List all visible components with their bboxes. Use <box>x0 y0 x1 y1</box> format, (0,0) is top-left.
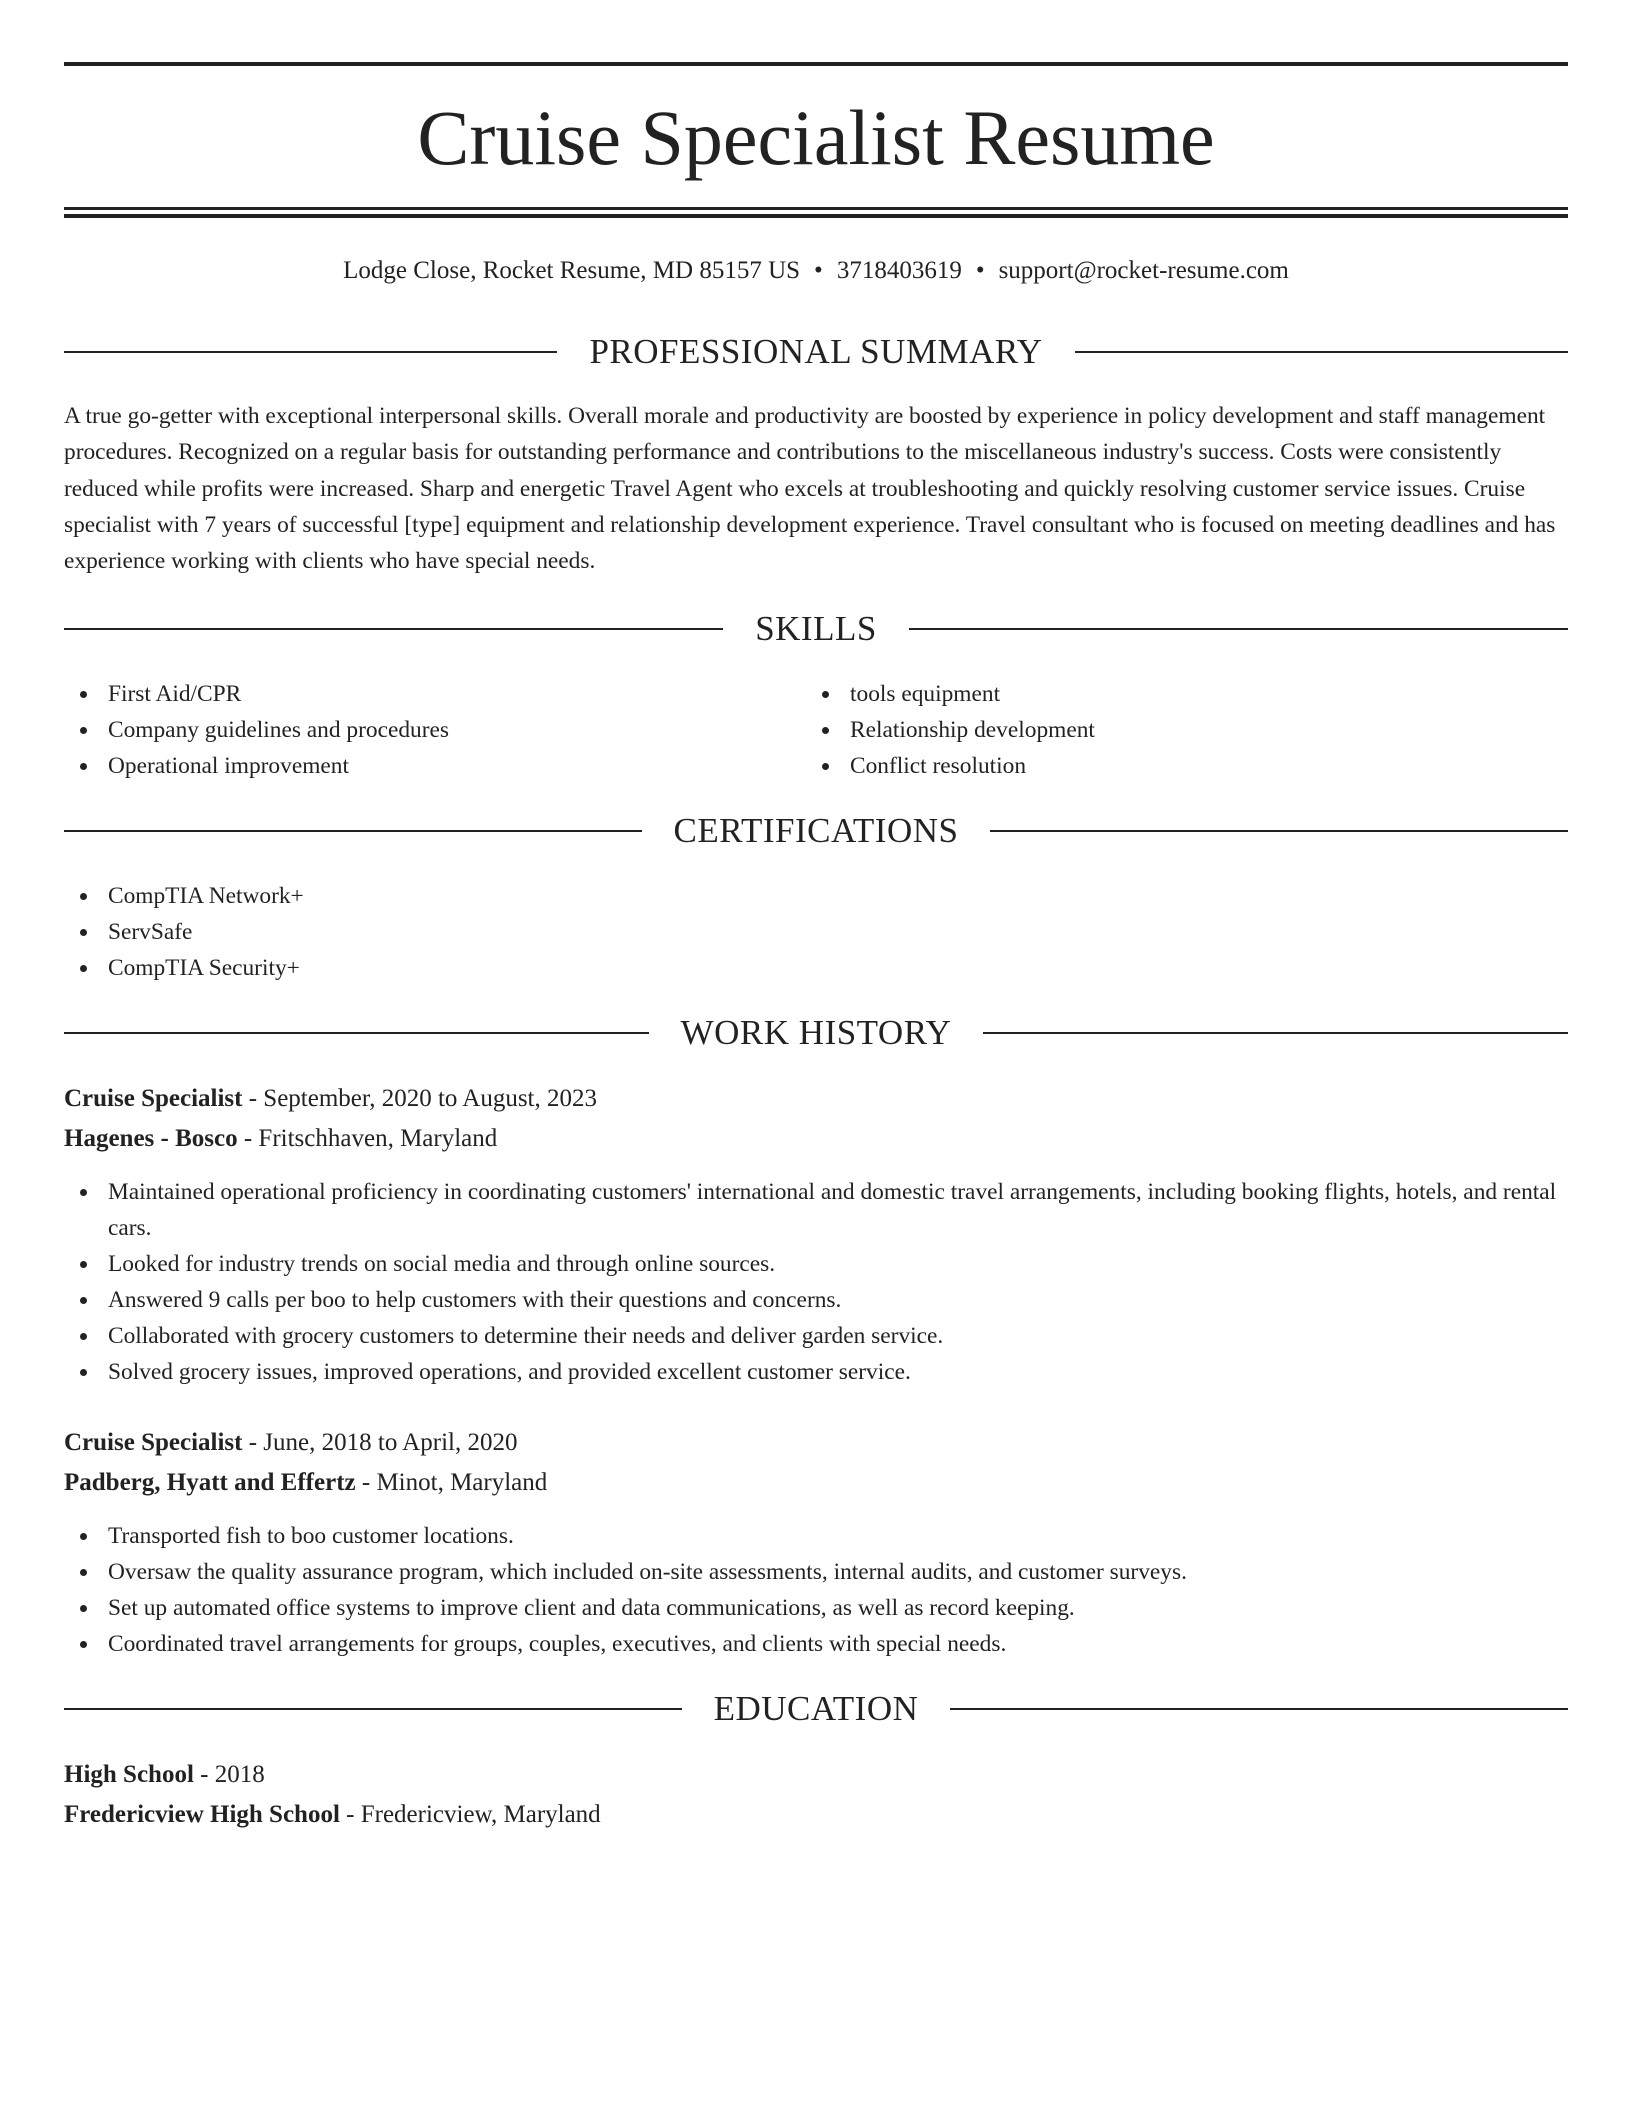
section-rule <box>909 628 1568 630</box>
skill-item: Company guidelines and procedures <box>64 712 804 748</box>
job-title-line <box>64 1423 1568 1463</box>
contact-address: Lodge Close, Rocket Resume, MD 85157 US <box>343 257 801 284</box>
certification-item: ServSafe <box>64 914 804 950</box>
job-bullets <box>64 1518 1568 1662</box>
section-title-certifications: CERTIFICATIONS <box>673 811 959 850</box>
section-rule <box>64 628 723 630</box>
skill-item: Operational improvement <box>64 748 804 784</box>
education-degree: High School <box>64 1761 194 1788</box>
job-title: Cruise Specialist <box>64 1085 243 1112</box>
job-bullet: Set up automated office systems to improve client and data communications, as well as record keeping. <box>64 1590 1568 1626</box>
section-rule <box>64 1032 649 1034</box>
job-bullet: Oversaw the quality assurance program, which included on-site assessments, internal audits, and customer surveys. <box>64 1554 1568 1590</box>
section-header-certifications <box>64 809 1568 853</box>
summary-text: A true go-getter with exceptional interpersonal skills. Overall morale and productivity are boosted by experience in policy development and staff management procedures. Recognized on a regular basis for outstanding performance and contributions to the miscellaneous industry's success. Costs were consistently reduced while profits were increased. Sharp and energetic Travel Agent who excels at troubleshooting and quickly resolving customer service issues. Cruise specialist with 7 years of successful [type] equipment and relationship development experience. Travel consultant who is focused on meeting deadlines and has experience working with clients who have special needs. <box>64 403 1556 575</box>
education-school-line <box>64 1795 1568 1835</box>
job-company: Hagenes - Bosco <box>64 1125 238 1152</box>
certifications-list <box>64 878 804 986</box>
contact-separator: • <box>975 257 985 284</box>
job-company-line <box>64 1463 1568 1503</box>
job-bullet: Collaborated with grocery customers to determine their needs and deliver garden service. <box>64 1318 1568 1354</box>
job-bullet: Maintained operational proficiency in coordinating customers' international and domestic travel arrangements, including booking flights, hotels, and rental cars. <box>64 1174 1568 1246</box>
job-bullets <box>64 1174 1568 1390</box>
skill-item: Relationship development <box>806 712 1546 748</box>
page-title: Cruise Specialist Resume <box>417 94 1215 181</box>
job-bullet: Looked for industry trends on social media and through online sources. <box>64 1246 1568 1282</box>
job-title: Cruise Specialist <box>64 1429 243 1456</box>
section-rule <box>1075 351 1568 353</box>
job-bullet: Solved grocery issues, improved operations, and provided excellent customer service. <box>64 1354 1568 1390</box>
section-title-summary: PROFESSIONAL SUMMARY <box>589 332 1043 371</box>
job-title-line <box>64 1079 1568 1119</box>
job-bullet: Transported fish to boo customer locations. <box>64 1518 1568 1554</box>
section-title-work: WORK HISTORY <box>680 1013 952 1052</box>
section-rule <box>64 351 557 353</box>
contact-phone: 3718403619 <box>836 257 962 284</box>
section-header-education <box>64 1687 1568 1731</box>
section-header-summary <box>64 330 1568 374</box>
job-location: - Fritschhaven, Maryland <box>237 1125 498 1152</box>
job-bullet: Answered 9 calls per boo to help customers with their questions and concerns. <box>64 1282 1568 1318</box>
education-degree-line <box>64 1755 1568 1795</box>
section-title-education: EDUCATION <box>713 1689 919 1728</box>
education-location: - Fredericview, Maryland <box>339 1801 601 1828</box>
job-dates: - June, 2018 to April, 2020 <box>242 1429 518 1456</box>
top-rule <box>64 62 1568 66</box>
education-year: - 2018 <box>193 1761 265 1788</box>
education-school: Fredericview High School <box>64 1801 340 1828</box>
certification-item: CompTIA Security+ <box>64 950 804 986</box>
skill-item: tools equipment <box>806 676 1546 712</box>
skill-item: First Aid/CPR <box>64 676 804 712</box>
section-rule <box>990 830 1568 832</box>
section-header-work <box>64 1011 1568 1055</box>
skill-item: Conflict resolution <box>806 748 1546 784</box>
skills-right-column <box>806 676 1546 784</box>
job-company: Padberg, Hyatt and Effertz <box>64 1469 356 1496</box>
section-header-skills <box>64 607 1568 651</box>
contact-line <box>64 255 1568 287</box>
section-rule <box>64 1708 682 1710</box>
skills-left-column <box>64 676 804 784</box>
job-dates: - September, 2020 to August, 2023 <box>242 1085 597 1112</box>
title-rule-lower <box>64 214 1568 218</box>
title-rule-upper <box>64 207 1568 210</box>
job-bullet: Coordinated travel arrangements for groups, couples, executives, and clients with special needs. <box>64 1626 1568 1662</box>
contact-email: support@rocket-resume.com <box>998 257 1289 284</box>
certification-item: CompTIA Network+ <box>64 878 804 914</box>
section-rule <box>983 1032 1568 1034</box>
job-company-line <box>64 1119 1568 1159</box>
job-location: - Minot, Maryland <box>355 1469 548 1496</box>
contact-separator: • <box>814 257 823 284</box>
section-rule <box>950 1708 1568 1710</box>
section-rule <box>64 830 642 832</box>
section-title-skills: SKILLS <box>755 609 877 648</box>
